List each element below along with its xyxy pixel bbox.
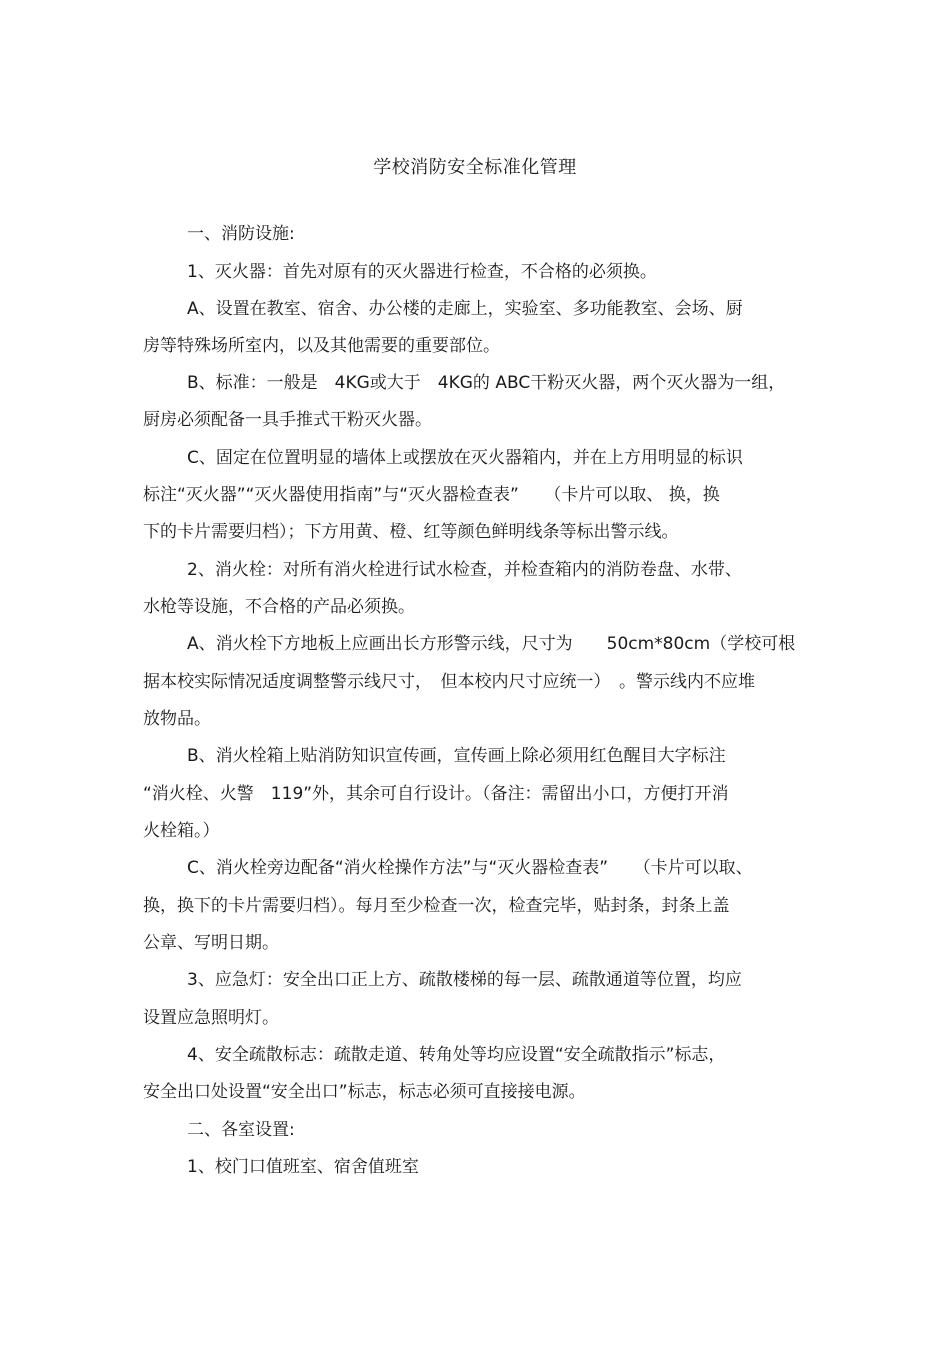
paragraph-line: 3、应急灯：安全出口正上方、疏散楼梯的每一层、疏散通道等位置，均应 [187,970,742,990]
paragraph-line: 设置应急照明灯。 [143,1008,279,1028]
paragraph-line: A、设置在教室、宿舍、办公楼的走廊上，实验室、多功能教室、会场、厨 [187,299,743,319]
paragraph-line: 标注“灭火器”“灭火器使用指南”与“灭火器检查表” （卡片可以取、 换，换 [143,485,720,505]
paragraph-line: C、消火栓旁边配备“消火栓操作方法”与“灭火器检查表” （卡片可以取、 [187,858,753,878]
paragraph-line: B、消火栓箱上贴消防知识宣传画，宣传画上除必须用红色醒目大字标注 [187,746,726,766]
paragraph-line: 放物品。 [143,709,211,729]
paragraph-line: 房等特殊场所室内，以及其他需要的重要部位。 [143,336,500,356]
paragraph-line: 公章、写明日期。 [143,933,279,953]
paragraph-line: “消火栓、火警 119”外，其余可自行设计。（备注：需留出小口，方便打开消 [143,784,729,804]
paragraph-line: 水枪等设施，不合格的产品必须换。 [143,597,415,617]
paragraph-line: 安全出口处设置“安全出口”标志，标志必须可直接接电源。 [143,1082,586,1102]
paragraph-line: A、消火栓下方地板上应画出长方形警示线，尺寸为 50cm*80cm（学校可根 [187,634,796,654]
document-title: 学校消防安全标准化管理 [373,157,577,178]
paragraph-line: 1、灭火器：首先对原有的灭火器进行检查，不合格的必须换。 [187,262,657,282]
paragraph-line: 1、校门口值班室、宿舍值班室 [187,1157,419,1177]
paragraph-line: C、固定在位置明显的墙体上或摆放在灭火器箱内，并在上方用明显的标识 [187,448,743,468]
paragraph-line: 厨房必须配备一具手推式干粉灭火器。 [143,410,432,430]
paragraph-line: 2、消火栓：对所有消火栓进行试水检查，并检查箱内的消防卷盘、水带、 [187,560,742,580]
section-heading-rooms: 二、各室设置: [187,1120,295,1140]
paragraph-line: B、标准：一般是 4KG或大于 4KG的 ABC干粉灭火器，两个灭火器为一组， [187,373,786,393]
paragraph-line: 下的卡片需要归档）；下方用黄、橙、红等颜色鲜明线条等标出警示线。 [143,522,679,542]
paragraph-line: 据本校实际情况适度调整警示线尺寸， 但本校内尺寸应统一） 。警示线内不应堆 [143,672,755,692]
paragraph-line: 火栓箱。） [143,821,220,841]
paragraph-line: 换，换下的卡片需要归档）。每月至少检查一次，检查完毕，贴封条，封条上盖 [143,896,730,916]
section-heading-facilities: 一、消防设施: [187,224,295,244]
paragraph-line: 4、安全疏散标志：疏散走道、转角处等均应设置“安全疏散指示”标志， [187,1045,726,1065]
